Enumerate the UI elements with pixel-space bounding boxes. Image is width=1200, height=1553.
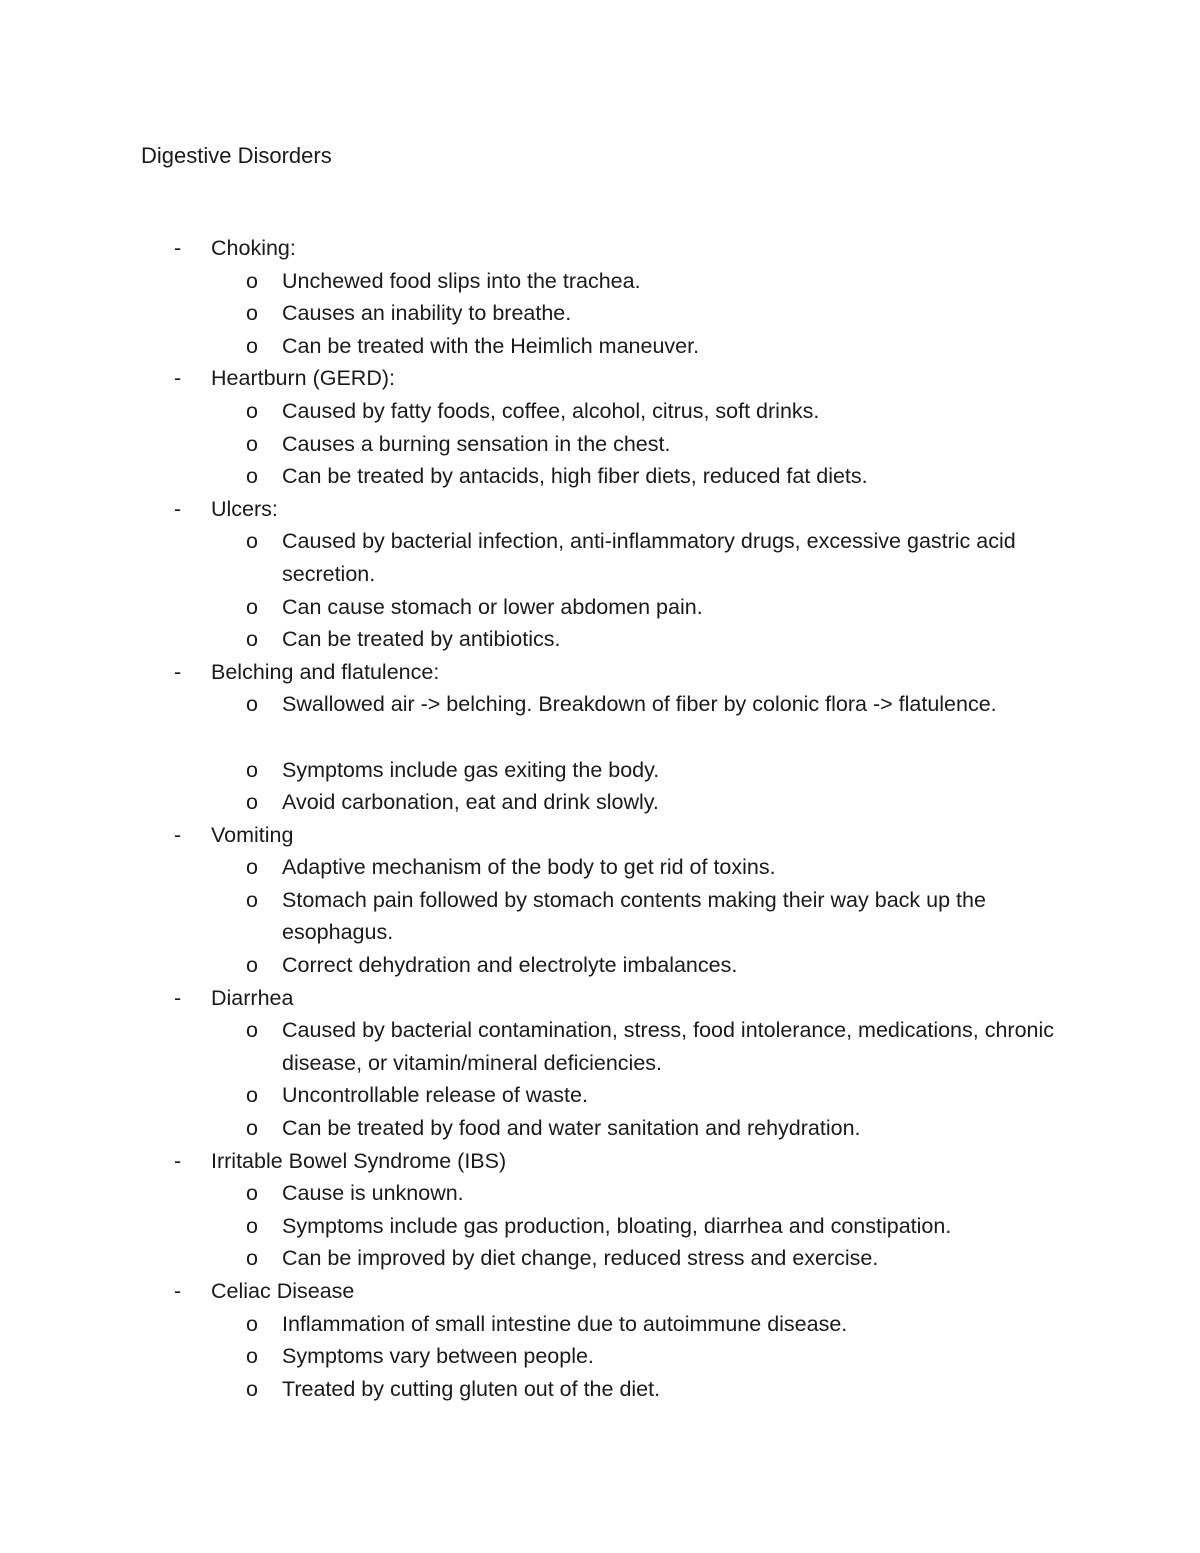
topic-heading-row: [0, 819, 1200, 852]
document-title: Digestive Disorders: [141, 143, 332, 168]
topic-label: Celiac Disease: [211, 1279, 355, 1303]
point-list: [0, 525, 1200, 655]
topic-label: Belching and flatulence:: [211, 659, 440, 684]
point-item: [0, 428, 1200, 461]
point-text: Can be treated by antibiotics.: [282, 627, 561, 652]
point-item: [0, 1079, 1200, 1112]
dash-marker: -: [174, 1279, 182, 1303]
topic-item: [0, 819, 1200, 982]
circle-bullet-marker: o: [246, 464, 258, 489]
circle-bullet-marker: o: [246, 333, 258, 358]
circle-bullet-marker: o: [246, 1213, 258, 1238]
circle-bullet-marker: o: [246, 431, 258, 456]
topic-heading-row: [0, 656, 1200, 689]
circle-bullet-marker: o: [246, 757, 258, 782]
topic-item: [0, 232, 1200, 362]
point-text: Can be improved by diet change, reduced stress and exercise.: [282, 1246, 879, 1271]
point-text: Can be treated with the Heimlich maneuver.: [282, 333, 700, 358]
point-text: Caused by bacterial infection, anti-inflammatory drugs, excessive gastric acid secretion.: [282, 529, 1016, 586]
point-text: Symptoms include gas exiting the body.: [282, 757, 660, 782]
point-text: Can cause stomach or lower abdomen pain.: [282, 594, 703, 619]
point-item: [0, 297, 1200, 330]
dash-marker: -: [174, 659, 182, 684]
point-item: [0, 265, 1200, 298]
point-item: [0, 1112, 1200, 1145]
point-item: [0, 754, 1200, 787]
point-item: [0, 851, 1200, 884]
topic-label: Irritable Bowel Syndrome (IBS): [211, 1148, 507, 1173]
circle-bullet-marker: o: [246, 1246, 258, 1271]
circle-bullet-marker: o: [246, 1083, 258, 1108]
point-item: [0, 591, 1200, 624]
circle-bullet-marker: o: [246, 1181, 258, 1206]
circle-bullet-marker: o: [246, 790, 258, 815]
circle-bullet-marker: o: [246, 301, 258, 326]
circle-bullet-marker: o: [246, 1116, 258, 1141]
topic-item: [0, 656, 1200, 819]
point-text: Unchewed food slips into the trachea.: [282, 268, 641, 293]
point-text: Caused by bacterial contamination, stress, food intolerance, medications, chronic disease, or vitamin/mineral deficiencies.: [282, 1018, 1055, 1075]
topic-item: [0, 362, 1200, 492]
point-item: [0, 623, 1200, 656]
point-item: [0, 786, 1200, 819]
topic-heading-row: [0, 982, 1200, 1015]
topic-label: Vomiting: [211, 822, 294, 847]
point-text: Causes an inability to breathe.: [282, 301, 572, 326]
dash-marker: -: [174, 366, 182, 391]
circle-bullet-marker: o: [246, 529, 258, 554]
topic-heading-row: [0, 1145, 1200, 1178]
point-text: Can be treated by antacids, high fiber diets, reduced fat diets.: [282, 464, 868, 489]
point-list: [0, 1308, 1200, 1406]
circle-bullet-marker: o: [246, 855, 258, 880]
point-item: [0, 1308, 1200, 1341]
circle-bullet-marker: o: [246, 398, 258, 423]
point-text: Uncontrollable release of waste.: [282, 1083, 588, 1108]
topic-heading-row: [0, 232, 1200, 265]
circle-bullet-marker: o: [246, 268, 258, 293]
point-text: Cause is unknown.: [282, 1181, 464, 1206]
circle-bullet-marker: o: [246, 1376, 258, 1401]
circle-bullet-marker: o: [246, 953, 258, 978]
topic-item: [0, 1145, 1200, 1275]
circle-bullet-marker: o: [246, 692, 258, 717]
point-list: [0, 1177, 1200, 1275]
circle-bullet-marker: o: [246, 1344, 258, 1369]
point-item: [0, 884, 1200, 949]
point-item: [0, 1177, 1200, 1210]
dash-marker: -: [174, 236, 182, 260]
point-text: Caused by fatty foods, coffee, alcohol, citrus, soft drinks.: [282, 398, 820, 423]
point-text: Swallowed air -> belching. Breakdown of fiber by colonic flora -> flatulence.: [282, 692, 997, 717]
topic-label: Choking:: [211, 236, 296, 260]
point-list: [0, 395, 1200, 493]
circle-bullet-marker: o: [246, 1311, 258, 1336]
point-text: Correct dehydration and electrolyte imbalances.: [282, 953, 738, 978]
point-item: [0, 949, 1200, 982]
topic-list: [0, 232, 1200, 1405]
point-item: [0, 1340, 1200, 1373]
topic-item: [0, 493, 1200, 656]
point-list: [0, 265, 1200, 363]
point-text: Inflammation of small intestine due to autoimmune disease.: [282, 1311, 848, 1336]
dash-marker: -: [174, 1148, 182, 1173]
circle-bullet-marker: o: [246, 887, 258, 912]
point-text: Symptoms include gas production, bloating, diarrhea and constipation.: [282, 1213, 952, 1238]
point-list: [0, 1014, 1200, 1144]
topic-heading-row: [0, 362, 1200, 395]
circle-bullet-marker: o: [246, 1018, 258, 1043]
point-item: [0, 688, 1200, 753]
dash-marker: -: [174, 985, 182, 1010]
point-text: Treated by cutting gluten out of the diet.: [282, 1376, 661, 1401]
topic-label: Heartburn (GERD):: [211, 366, 395, 391]
dash-marker: -: [174, 496, 182, 521]
point-item: [0, 1242, 1200, 1275]
topic-label: Diarrhea: [211, 985, 294, 1010]
topic-item: [0, 982, 1200, 1145]
point-text: Can be treated by food and water sanitation and rehydration.: [282, 1116, 861, 1141]
point-list: [0, 688, 1200, 818]
point-text: Symptoms vary between people.: [282, 1344, 594, 1369]
point-item: [0, 395, 1200, 428]
circle-bullet-marker: o: [246, 594, 258, 619]
dash-marker: -: [174, 822, 182, 847]
point-text: Avoid carbonation, eat and drink slowly.: [282, 790, 659, 815]
topic-heading-row: [0, 493, 1200, 526]
point-item: [0, 525, 1200, 590]
topic-label: Ulcers:: [211, 496, 278, 521]
topic-heading-row: [0, 1275, 1200, 1308]
point-item: [0, 1210, 1200, 1243]
point-text: Stomach pain followed by stomach contents making their way back up the esophagus.: [282, 887, 986, 945]
topic-item: [0, 1275, 1200, 1405]
point-item: [0, 1373, 1200, 1406]
point-list: [0, 851, 1200, 981]
point-text: Causes a burning sensation in the chest.: [282, 431, 671, 456]
point-item: [0, 1014, 1200, 1079]
point-item: [0, 460, 1200, 493]
point-item: [0, 330, 1200, 363]
point-text: Adaptive mechanism of the body to get rid of toxins.: [282, 855, 776, 880]
circle-bullet-marker: o: [246, 627, 258, 652]
